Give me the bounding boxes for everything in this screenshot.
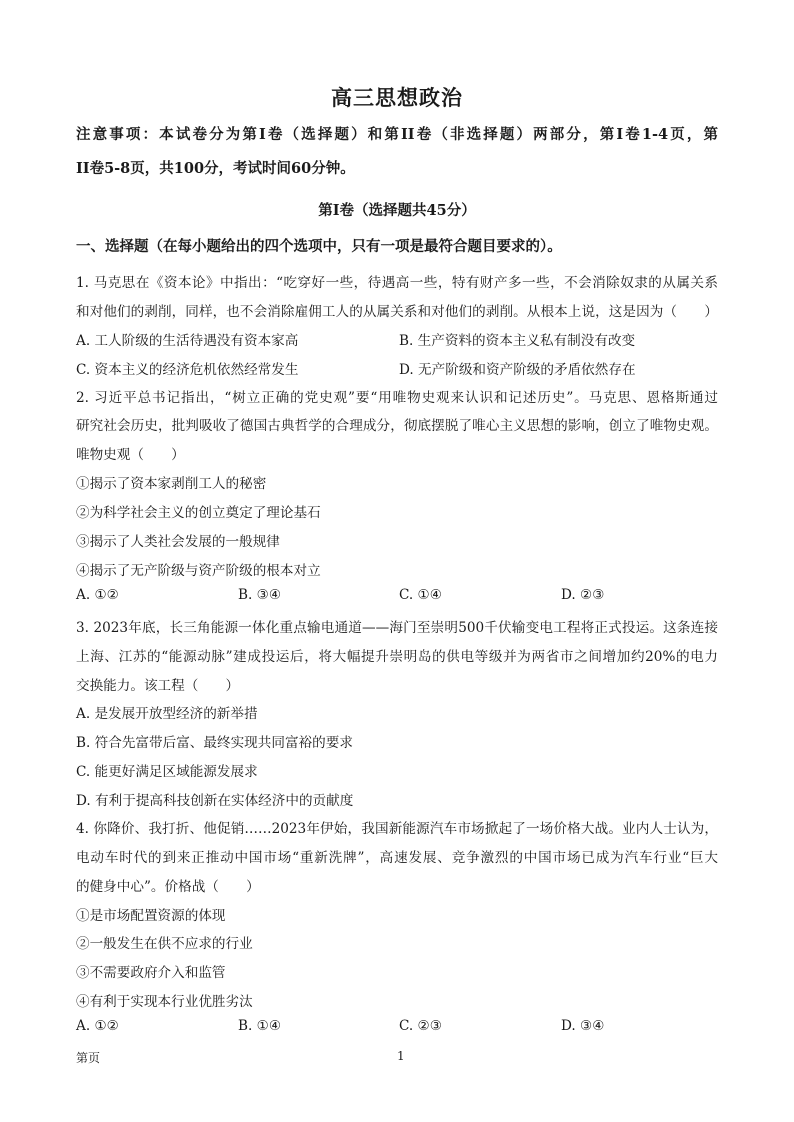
q3-option-b: B. 符合先富带后富、最终实现共同富裕的要求 bbox=[76, 735, 353, 751]
q1-option-d: D. 无产阶级和资产阶级的矛盾依然存在 bbox=[399, 362, 636, 378]
q4-statement-4: ④有利于实现本行业优胜劣汰 bbox=[76, 994, 253, 1010]
q2-option-c: C. ①④ bbox=[399, 587, 442, 603]
q1-option-a: A. 工人阶级的生活待遇没有资本家高 bbox=[76, 333, 299, 349]
q1-option-c: C. 资本主义的经济危机依然经常发生 bbox=[76, 362, 299, 378]
q2-stem-line-1: 2. 习近平总书记指出，“树立正确的党史观”要“用唯物史观来认识和记述历史”。马克思、恩格斯通过 bbox=[76, 390, 718, 406]
footer-page-label: 第页 bbox=[76, 1051, 101, 1065]
q4-option-b: B. ①④ bbox=[238, 1018, 282, 1034]
q4-statement-3: ③不需要政府介入和监管 bbox=[76, 965, 226, 981]
q4-stem-line-2: 电动车时代的到来正推动中国市场“重新洗牌”，高速发展、竞争激烈的中国市场已成为汽车行业“巨大 bbox=[76, 850, 718, 866]
notice bbox=[76, 118, 718, 186]
notice-line-2: II卷5-8页，共100分，考试时间60分钟。 bbox=[76, 160, 355, 177]
q3-stem-line-3: 交换能力。该工程（ ） bbox=[76, 678, 240, 694]
q2-stem-line-3: 唯物史观（ ） bbox=[76, 447, 185, 463]
q2-statement-3: ③揭示了人类社会发展的一般规律 bbox=[76, 534, 280, 550]
q4-stem-line-3: 的健身中心”。价格战（ ） bbox=[76, 879, 260, 895]
q1-option-b: B. 生产资料的资本主义私有制没有改变 bbox=[399, 333, 636, 349]
q2-option-b: B. ③④ bbox=[238, 587, 282, 603]
part-title: 一、选择题（在每小题给出的四个选项中，只有一项是最符合题目要求的）。 bbox=[76, 238, 562, 255]
q4-option-d: D. ③④ bbox=[561, 1018, 605, 1034]
q2-statement-1: ①揭示了资本家剥削工人的秘密 bbox=[76, 476, 267, 492]
q3-stem-line-1: 3. 2023年底，长三角能源一体化重点输电通道——海门至崇明500千伏输变电工程将正式投运。这条连接 bbox=[76, 620, 718, 636]
q2-stem-line-2: 研究社会历史，批判吸收了德国古典哲学的合理成分，彻底摆脱了唯心主义思想的影响，创立了唯物史观。 bbox=[76, 418, 718, 434]
q4-statement-2: ②一般发生在供不应求的行业 bbox=[76, 936, 253, 952]
q3-stem-line-2: 上海、江苏的“能源动脉”建成投运后，将大幅提升崇明岛的供电等级并为两省市之间增加约20%的电力 bbox=[76, 649, 718, 665]
page-title: 高三思想政治 bbox=[331, 85, 463, 110]
q3-option-d: D. 有利于提高科技创新在实体经济中的贡献度 bbox=[76, 793, 354, 809]
q1-stem-line-1: 1. 马克思在《资本论》中指出：“吃穿好一些，待遇高一些，特有财产多一些，不会消除奴隶的从属关系 bbox=[76, 275, 718, 291]
q4-option-a: A. ①② bbox=[76, 1018, 119, 1034]
footer-page-number: 1 bbox=[397, 1049, 405, 1063]
q1-stem-line-2: 和对他们的剥削，同样，也不会消除雇佣工人的从属关系和对他们的剥削。从根本上说，这是因为（ ） bbox=[76, 304, 718, 320]
q2-statement-4: ④揭示了无产阶级与资产阶级的根本对立 bbox=[76, 563, 321, 579]
q4-stem-line-1: 4. 你降价、我打折、他促销……2023年伊始，我国新能源汽车市场掀起了一场价格大战。业内人士认为， bbox=[76, 821, 718, 837]
q2-statement-2: ②为科学社会主义的创立奠定了理论基石 bbox=[76, 505, 321, 521]
q2-option-a: A. ①② bbox=[76, 587, 119, 603]
q4-statement-1: ①是市场配置资源的体现 bbox=[76, 908, 226, 924]
q4-option-c: C. ②③ bbox=[399, 1018, 442, 1034]
section-title: 第Ⅰ卷（选择题共45分） bbox=[318, 202, 476, 219]
q2-option-d: D. ②③ bbox=[561, 587, 605, 603]
notice-line-1: 注意事项：本试卷分为第Ⅰ卷（选择题）和第II卷（非选择题）两部分，第Ⅰ卷1-4页，第 bbox=[76, 126, 718, 143]
q3-option-a: A. 是发展开放型经济的新举措 bbox=[76, 706, 258, 722]
q3-option-c: C. 能更好满足区域能源发展求 bbox=[76, 764, 258, 780]
